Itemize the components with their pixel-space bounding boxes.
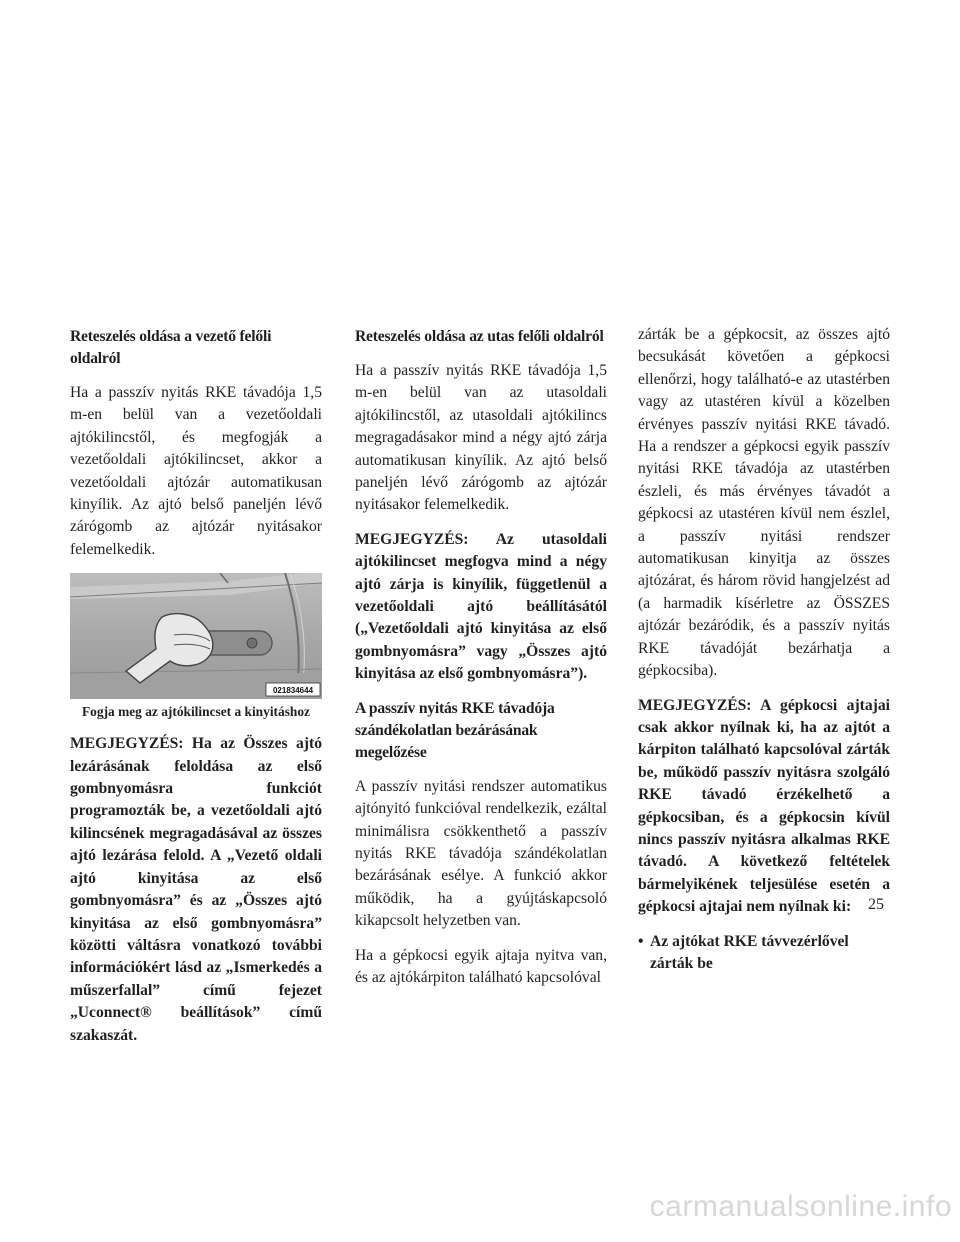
list-item-text: Az ajtókat RKE távvezérlővel zárták be — [650, 932, 849, 972]
column-2 — [355, 326, 607, 1001]
column-1 — [70, 326, 322, 1059]
paragraph-door-open: Ha a gépkocsi egyik ajtaja nyitva van, és az ajtókárpiton található kapcsolóval — [355, 946, 607, 986]
watermark: carmanualsonline.info — [649, 1190, 952, 1223]
page-number: 25 — [868, 896, 884, 913]
note-driver-unlock: MEGJEGYZÉS: Ha az Összes ajtó lezárásának feloldása az első gombnyomásra funkciót programozták be, a vezetőoldali ajtó kilincsének megragadásával az összes ajtó lezárása felold. A „Vezető oldali ajtó kinyitása az első gombnyomásra” és az „Összes ajtó kinyitása az első gombnyomásra” közötti váltásra vonatkozó további információkért lásd az „Ismerkedés a műszerfallal” című fejezet „Uconnect® beállítások” című szakaszát. — [70, 735, 322, 1044]
conditions-list — [638, 931, 890, 976]
paragraph-prevent-lockout: A passzív nyitási rendszer automatikus ajtónyitó funkcióval rendelkezik, ezáltal minimálisra csökkenthető a passzív nyitás RKE távadója szándékolatlan bezárásának esélye. A funkció akkor működik, ha a gyújtáskapcsoló kikapcsolt helyzetben van. — [355, 777, 607, 930]
section-heading-passenger-unlock: Reteszelés oldása az utas felőli oldalról — [355, 328, 604, 345]
note-doors-unlock-conditions: MEGJEGYZÉS: A gépkocsi ajtajai csak akkor nyílnak ki, ha az ajtót a kárpiton található kapcsolóval zárták be, működő passzív nyitásra szolgáló RKE távadó érzékelhető a gépkocsiban, és a gépkocsin kívül nincs passzív nyitásra alkalmas RKE távadó. A következő feltételek bármelyikének teljesülése esetén a gépkocsi ajtajai nem nyílnak ki: — [638, 696, 890, 916]
bullet-icon: • — [638, 932, 644, 950]
section-heading-prevent-lockout: A passzív nyitás RKE távadója szándékolatlan bezárásának megelőzése — [355, 699, 555, 761]
paragraph-driver-unlock: Ha a passzív nyitás RKE távadója 1,5 m-en belül van a vezetőoldali ajtókilincstől, és megfogják a vezetőoldali ajtókilincset, akkor a vezetőoldali ajtózár automatikusan kinyílik. Az ajtó belső paneljén lévő zárógomb az ajtózár nyitásakor felemelkedik. — [70, 384, 322, 558]
paragraph-continued: zárták be a gépkocsit, az összes ajtó becsukását követően a gépkocsi ellenőrzi, hogy található-e az utastérben vagy az utastéren kívül a közelben érvényes passzív nyitási RKE távadó. Ha a rendszer a gépkocsi egyik passzív nyitási RKE távadója az utastérben észleli, és más érvényes távadót a gépkocsi az utastéren kívül nem észlel, a passzív nyitási rendszer automatikusan kinyitja az összes ajtózárat, és három rövid hangjelzést ad (a harmadik kísérletre az ÖSSZES ajtózár bezáródik, és a passzív nyitás RKE távadóját bezárhatja a gépkocsiba). — [638, 326, 890, 680]
note-passenger-unlock: MEGJEGYZÉS: Az utasoldali ajtókilincset megfogva mind a négy ajtó zárja is kinyílik, függetlenül a vezetőoldali ajtó beállításától („Vezetőoldali ajtó kinyitása az első gombnyomásra” vagy „Összes ajtó kinyitása az első gombnyomásra”). — [355, 530, 607, 683]
door-handle-illustration — [70, 573, 322, 699]
list-item — [638, 931, 890, 976]
figure-door-handle — [70, 573, 322, 699]
column-3 — [638, 324, 890, 975]
figure-caption: Fogja meg az ajtókilincset a kinyitáshoz — [82, 704, 310, 720]
figure-code-label: 021834644 — [272, 686, 314, 696]
section-heading-driver-unlock: Reteszelés oldása a vezető felőli oldalról — [70, 328, 272, 367]
paragraph-passenger-unlock: Ha a passzív nyitás RKE távadója 1,5 m-en belül van az utasoldali ajtókilincstől, az utasoldali ajtókilincs megragadásakor mind a négy ajtó zárja automatikusan kinyílik. Az ajtó belső paneljén lévő zárógomb az ajtózár nyitásakor felemelkedik. — [355, 362, 607, 514]
